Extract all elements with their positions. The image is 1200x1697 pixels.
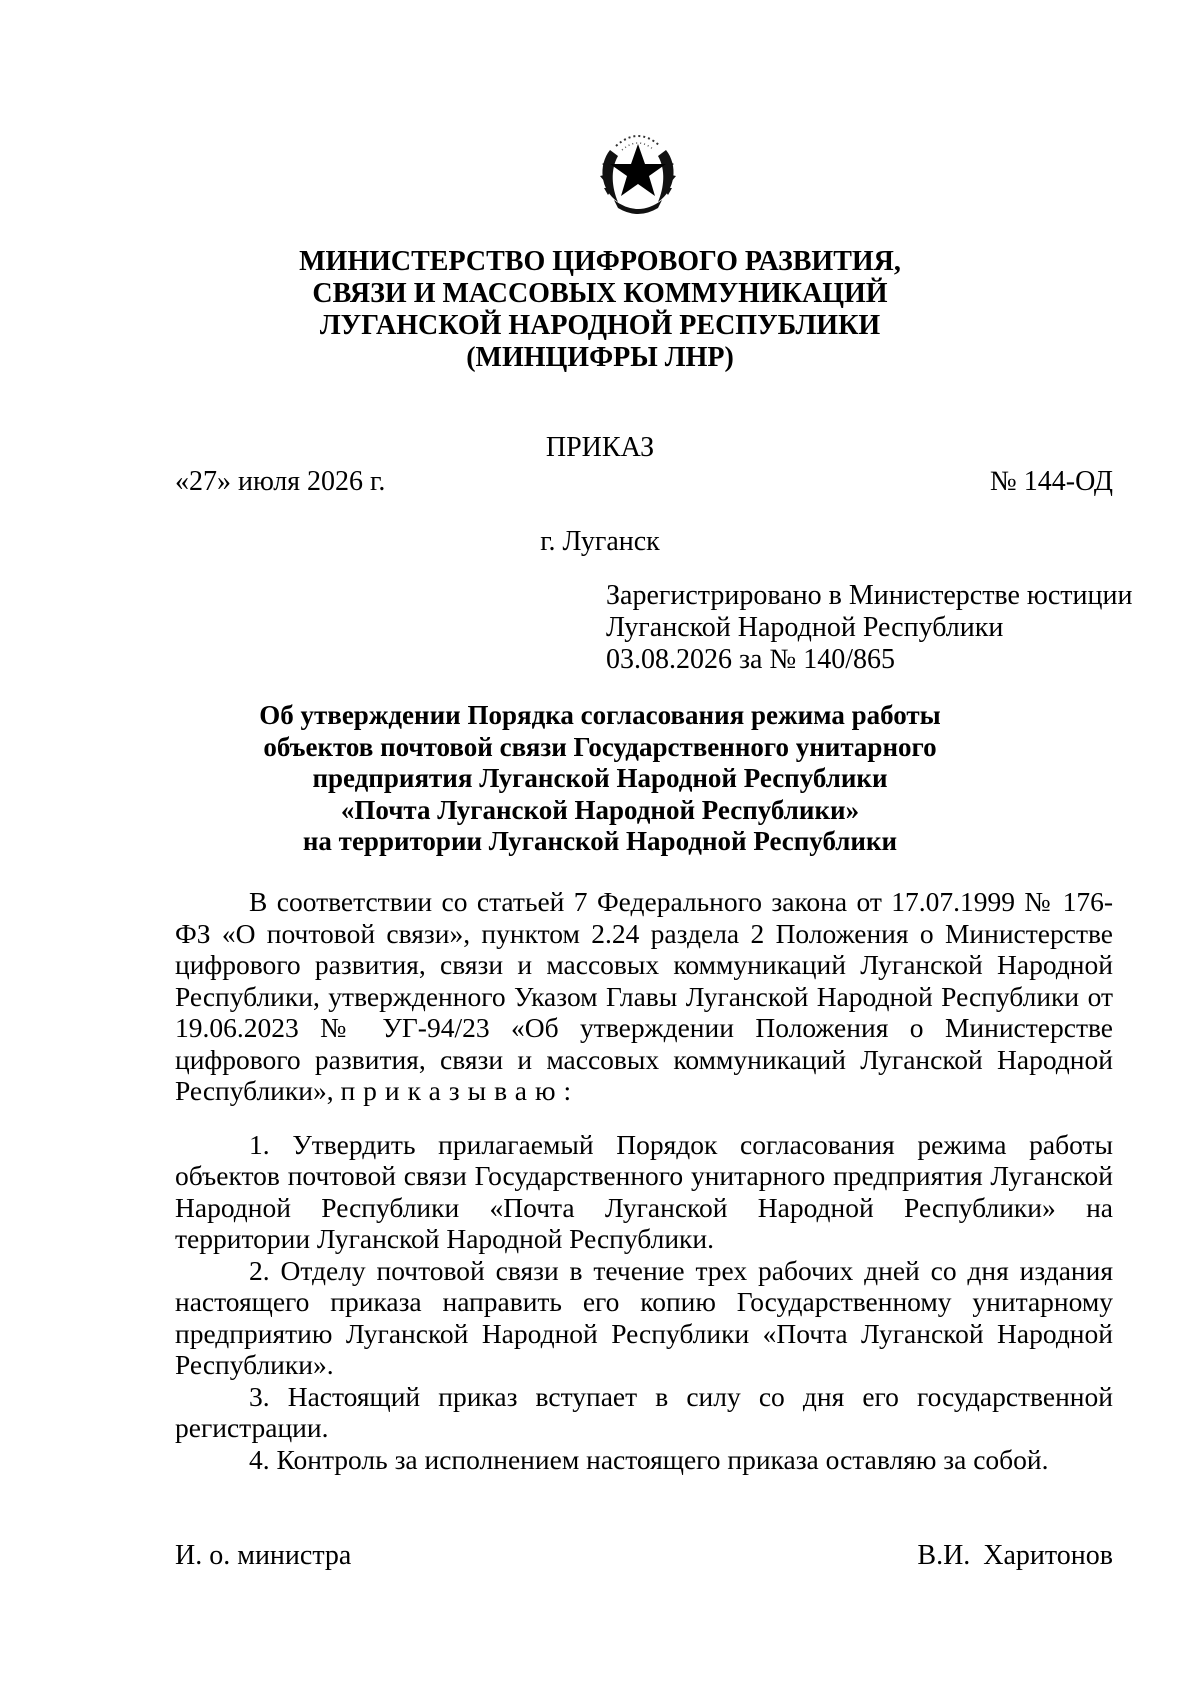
signer-name: В.И. Харитонов xyxy=(917,1540,1113,1571)
order-title-line-2: объектов почтовой связи Государственного унитарного xyxy=(263,731,937,762)
order-number: № 144-ОД xyxy=(990,466,1113,497)
ministry-name-line-3: ЛУГАНСКОЙ НАРОДНОЙ РЕСПУБЛИКИ xyxy=(319,310,881,341)
registration-stamp xyxy=(606,580,1132,676)
registration-line-3: 03.08.2026 за № 140/865 xyxy=(606,644,895,675)
preamble-text: В соответствии со статьей 7 Федерального закона от 17.07.1999 № 176-ФЗ «О почтовой связи», пунктом 2.24 раздела 2 Положения о Министерстве цифрового развития, связи и массовых коммуникаций Луганской Народной Республики, утвержденного Указом Главы Луганской Народной Республики от 19.06.2023 № УГ-94/23 «Об утверждении Положения о Министерстве цифрового развития, связи и массовых коммуникаций Луганской Народной Республики», xyxy=(175,886,1113,1106)
preamble-paragraph xyxy=(175,886,1113,1107)
order-item-4: 4. Контроль за исполнением настоящего приказа оставляю за собой. xyxy=(249,1443,1049,1475)
signer-position: И. о. министра xyxy=(175,1540,352,1571)
order-date: «27» июля 2026 г. xyxy=(175,466,386,497)
order-title-line-5: на территории Луганской Народной Республики xyxy=(302,826,898,856)
order-city: г. Луганск xyxy=(540,526,660,557)
order-body xyxy=(175,886,1113,1475)
order-title-line-3: предприятия Луганской Народной Республики xyxy=(312,763,888,793)
order-item-1: 1. Утвердить прилагаемый Порядок согласования режима работы объектов почтовой связи Государственного унитарного предприятия Луганской Народной Республики «Почта Луганской Народной Республики» на территории Луганской Народной Республики. xyxy=(175,1128,1113,1254)
registration-line-2: Луганской Народной Республики xyxy=(606,612,1004,643)
order-title-line-4: «Почта Луганской Народной Республики» xyxy=(340,794,860,825)
order-title xyxy=(175,700,1025,858)
order-item-3: 3. Настоящий приказ вступает в силу со дня его государственной регистрации. xyxy=(175,1380,1113,1443)
ministry-name xyxy=(175,246,1025,374)
ministry-name-line-1: МИНИСТЕРСТВО ЦИФРОВОГО РАЗВИТИЯ, xyxy=(299,246,901,277)
ministry-name-line-2: СВЯЗИ И МАССОВЫХ КОММУНИКАЦИЙ xyxy=(312,278,888,309)
republic-coat-of-arms-icon xyxy=(588,120,688,220)
order-item-2: 2. Отделу почтовой связи в течение трех рабочих дней со дня издания настоящего приказа направить его копию Государственному унитарному предприятию Луганской Народной Республики «Почта Луганской Народной Республики». xyxy=(175,1254,1113,1380)
registration-line-1: Зарегистрировано в Министерстве юстиции xyxy=(606,580,1133,611)
ministry-name-line-4: (МИНЦИФРЫ ЛНР) xyxy=(466,342,734,373)
document-type: ПРИКАЗ xyxy=(545,432,655,463)
command-word: приказываю: xyxy=(340,1075,580,1106)
order-title-line-1: Об утверждении Порядка согласования режима работы xyxy=(259,700,941,730)
